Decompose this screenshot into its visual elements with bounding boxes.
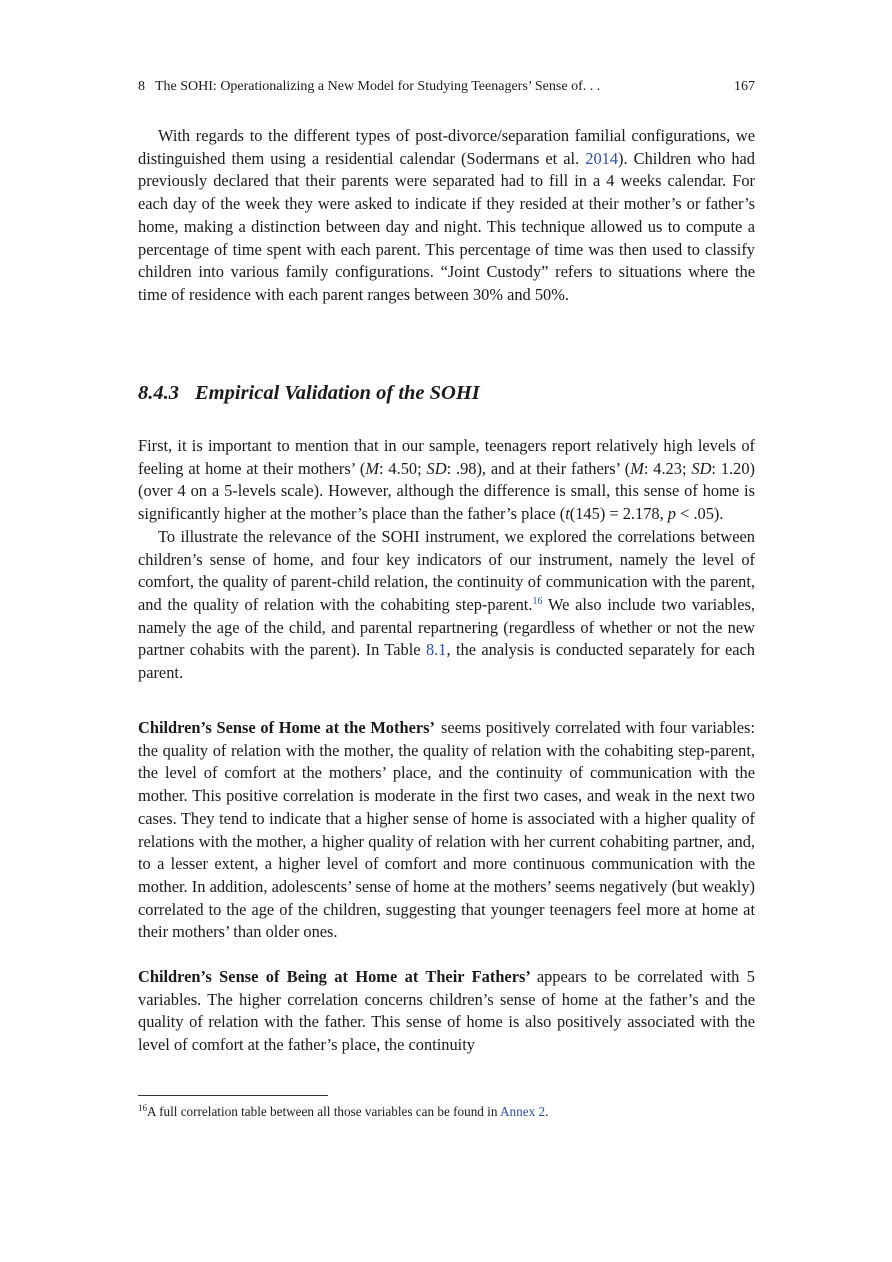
paragraph-sample-levels — [138, 435, 755, 526]
running-head-title-group — [138, 78, 600, 96]
paragraph-group-validation — [138, 435, 755, 685]
paragraph-text: : .98), and at their fathers’ ( — [446, 458, 631, 478]
paragraph-text: (145) = 2.178, — [569, 504, 668, 524]
run-in-heading-mothers: Children’s Sense of Home at the Mothers’ — [138, 718, 435, 737]
footnote-text: A full correlation table between all those variables can be found in — [147, 1104, 501, 1119]
section-number: 8.4.3 — [138, 382, 179, 404]
running-head — [138, 78, 755, 96]
paragraph-text: , the analysis is conducted separately for each parent. — [138, 640, 755, 683]
footnote-ref-16[interactable]: 16 — [532, 595, 543, 607]
paragraph-text: ). Children who had previously declared that their parents were separated had to fill in a 4 weeks calendar. For each day of the week they were asked to indicate if they resided at their mother’s or father’s home, making a distinction between day and night. This technique allowed us to compute a percentage of time spent with each parent. This percentage of time was then used to classify children into various family configurations. “Joint Custody” refers to situations where the time of residence with each parent ranges between 30% and 50%. — [138, 148, 756, 304]
paragraph-fathers — [138, 966, 755, 1057]
table-ref-link[interactable]: 8.1 — [425, 640, 447, 660]
footnote-16 — [138, 1103, 755, 1121]
paragraph-text: : 4.23; — [643, 458, 692, 478]
paragraph-text: < .05). — [676, 504, 724, 524]
stat-label-m: M — [365, 458, 379, 478]
stat-label-p: p — [667, 504, 676, 524]
footnote-marker: 16 — [138, 1103, 147, 1113]
citation-link-2014[interactable]: 2014 — [585, 148, 619, 168]
paragraph-mothers — [138, 717, 755, 944]
paragraph-text: : 1.20) (over 4 on a 5-levels scale). However, although the difference is small, this sense of home is significantly higher at the mother’s place than the father’s place ( — [138, 458, 755, 524]
paragraph-text: seems positively correlated with four variables: the quality of relation with the mother, the quality of relation with the cohabiting step-parent, the level of comfort at the mothers’ place, and the continuity of communication with the mother. This positive correlation is moderate in the first two cases, and weak in the next two cases. They tend to indicate that a higher sense of home is associated with a higher quality of relations with the mother, a higher quality of relation with her current cohabiting partner, and, to a lesser extent, a higher level of comfort and more continuous communication with the mother. In addition, adolescents’ sense of home at the mothers’ seems negatively (but weakly) correlated to the age of the children, suggesting that younger teenagers feel more at home at their mothers’ than older ones. — [138, 718, 755, 942]
footnote-text-end: . — [545, 1104, 549, 1119]
stat-label-m: M — [630, 458, 644, 478]
section-heading — [138, 380, 755, 406]
chapter-number: 8 — [138, 79, 145, 94]
annex-2-link[interactable]: Annex 2 — [500, 1104, 546, 1119]
paragraph-text: : 4.50; — [378, 458, 427, 478]
stat-label-sd: SD — [426, 458, 447, 478]
paragraph-text: We also include two variables, namely the age of the child, and parental repartnering (regardless of whether or not the new partner cohabits with the parent). In Table — [138, 594, 755, 660]
chapter-title: The SOHI: Operationalizing a New Model for Studying Teenagers’ Sense of. . . — [155, 79, 601, 94]
section-title: Empirical Validation of the SOHI — [195, 382, 480, 404]
stat-label-t: t — [565, 504, 570, 524]
run-in-heading-fathers: Children’s Sense of Being at Home at Their Fathers’ — [138, 967, 531, 986]
stat-label-sd: SD — [691, 458, 712, 478]
paragraph-text: appears to be correlated with 5 variables. The higher correlation concerns children’s sense of home at the father’s and the quality of relation with the father. This sense of home is also positively associated with the level of comfort at the father’s place, the continuity — [138, 967, 755, 1055]
paragraph-text: First, it is important to mention that in our sample, teenagers report relatively high levels of feeling at home at their mothers’ ( — [138, 436, 755, 478]
paragraph-relevance — [138, 526, 755, 685]
page-number: 167 — [734, 79, 755, 94]
paragraph-residential-calendar — [138, 125, 755, 307]
footnote-divider — [138, 1095, 328, 1096]
paragraph-text: To illustrate the relevance of the SOHI instrument, we explored the correlations between children’s sense of home, and four key indicators of our instrument, namely the level of comfort, the quality of parent-child relation, the continuity of communication with the parent, and the quality of relation with the cohabiting step-parent. — [138, 526, 755, 614]
paragraph-text: With regards to the different types of post-divorce/separation familial configurations, we distinguished them using a residential calendar (Sodermans et al. — [138, 126, 755, 168]
